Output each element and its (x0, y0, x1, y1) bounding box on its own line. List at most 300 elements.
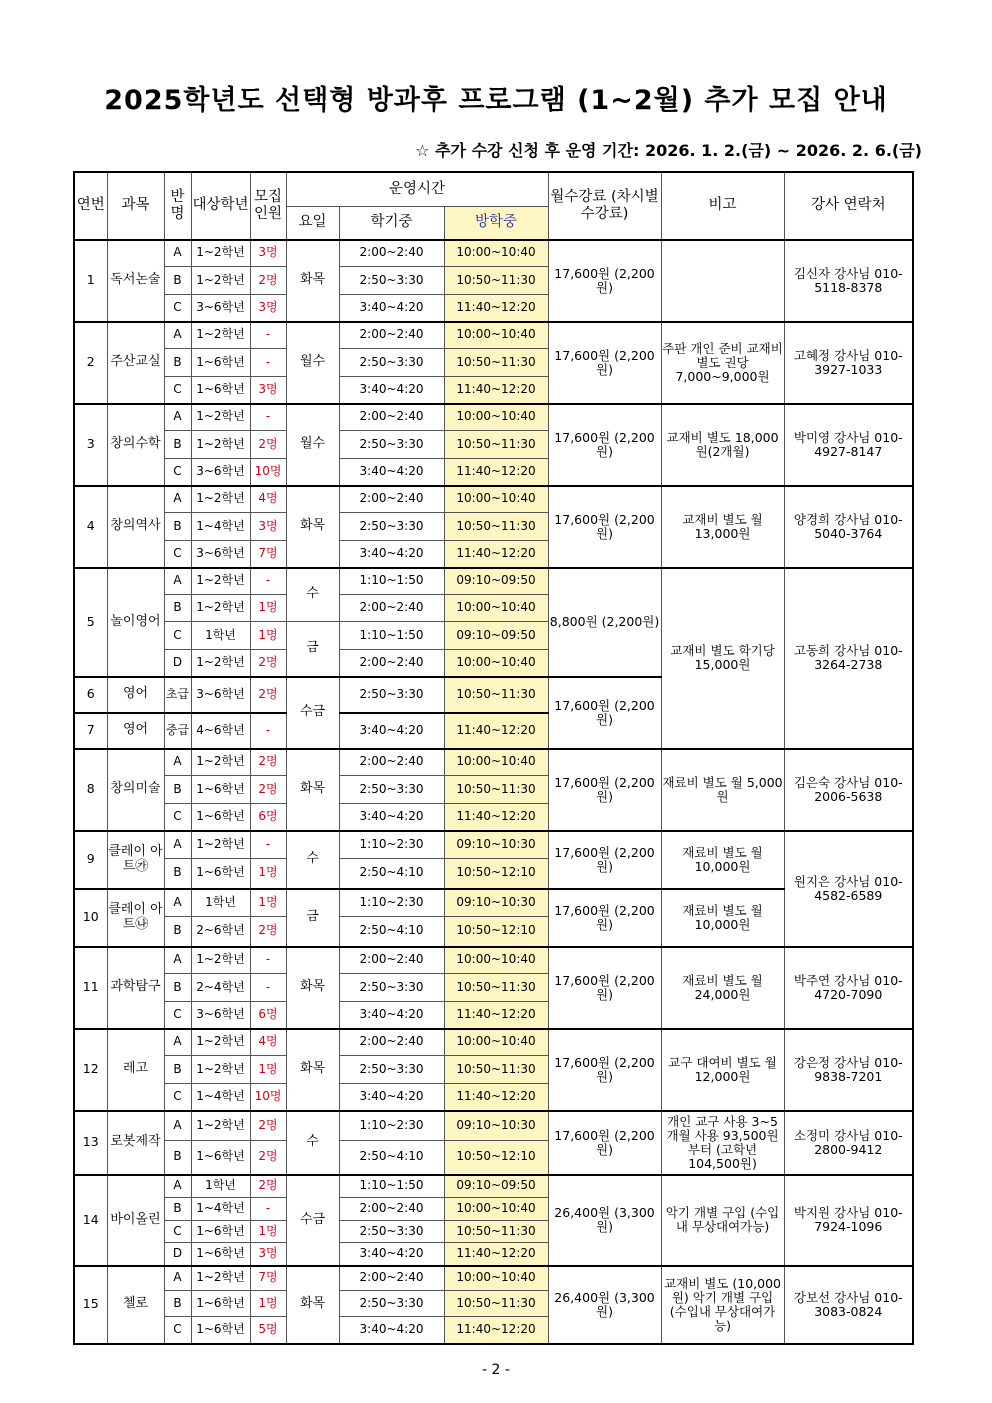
target-grade: 1~6학년 (191, 1221, 250, 1243)
recruit-count: 2명 (250, 1111, 286, 1141)
recruit-count: - (250, 713, 286, 749)
table-row (74, 1111, 913, 1141)
class-name: A (164, 947, 191, 974)
header-time: 운영시간 (286, 172, 548, 207)
target-grade: 1~2학년 (191, 650, 250, 677)
row-number: 12 (74, 1029, 107, 1111)
subject-name: 클레이 아트㉯ (107, 889, 164, 947)
semester-time: 3:40~4:20 (339, 1243, 444, 1266)
vacation-time: 10:00~10:40 (444, 486, 548, 513)
vacation-time: 09:10~10:30 (444, 831, 548, 859)
class-name: B (164, 1056, 191, 1084)
vacation-time: 11:40~12:20 (444, 1243, 548, 1266)
subject-name: 놀이영어 (107, 568, 164, 677)
class-name: C (164, 1221, 191, 1243)
row-number: 3 (74, 404, 107, 486)
subject-name: 창의역사 (107, 486, 164, 568)
page-number: - 2 - (482, 1362, 510, 1378)
target-grade: 1~2학년 (191, 240, 250, 267)
recruit-count: 3명 (250, 240, 286, 267)
semester-time: 2:00~2:40 (339, 749, 444, 776)
header-class: 반명 (164, 172, 191, 240)
vacation-time: 10:00~10:40 (444, 749, 548, 776)
semester-time: 3:40~4:20 (339, 1002, 444, 1029)
class-name: C (164, 377, 191, 404)
vacation-time: 10:50~11:30 (444, 776, 548, 804)
subject-name: 창의미술 (107, 749, 164, 831)
remark: 개인 교구 사용 3~5개월 사용 93,500원부터 (고학년 104,500원) (661, 1111, 784, 1175)
class-name: B (164, 776, 191, 804)
class-name: C (164, 1002, 191, 1029)
class-name: A (164, 568, 191, 595)
semester-time: 2:00~2:40 (339, 1029, 444, 1056)
recruit-count: 4명 (250, 1029, 286, 1056)
operating-day: 월수 (286, 322, 339, 404)
target-grade: 1~2학년 (191, 431, 250, 459)
target-grade: 3~6학년 (191, 295, 250, 322)
monthly-fee: 17,600원 (2,200원) (548, 240, 661, 322)
operating-day: 금 (286, 889, 339, 947)
recruit-count: 3명 (250, 513, 286, 541)
monthly-fee: 8,800원 (2,200원) (548, 568, 661, 677)
table-row (74, 1175, 913, 1198)
recruit-count: 1명 (250, 859, 286, 889)
header-teacher: 강사 연락처 (784, 172, 913, 240)
subject-name: 클레이 아트㉮ (107, 831, 164, 889)
recruit-count: 4명 (250, 486, 286, 513)
header-no: 연번 (74, 172, 107, 240)
semester-time: 2:50~3:30 (339, 776, 444, 804)
header-vacation: 방학중 (444, 207, 548, 240)
class-name: B (164, 513, 191, 541)
target-grade: 2~4학년 (191, 974, 250, 1002)
class-name: A (164, 889, 191, 917)
vacation-time: 10:50~11:30 (444, 513, 548, 541)
recruit-count: 2명 (250, 749, 286, 776)
monthly-fee: 17,600원 (2,200원) (548, 486, 661, 568)
operating-day: 화목 (286, 749, 339, 831)
recruit-count: 5명 (250, 1317, 286, 1344)
recruit-count: 1명 (250, 889, 286, 917)
class-name: B (164, 267, 191, 295)
target-grade: 1~6학년 (191, 859, 250, 889)
subject-name: 레고 (107, 1029, 164, 1111)
remark: 재료비 별도 월 10,000원 (661, 831, 784, 889)
recruit-count: 1명 (250, 595, 286, 622)
vacation-time: 11:40~12:20 (444, 1002, 548, 1029)
class-name: B (164, 431, 191, 459)
class-name: A (164, 240, 191, 267)
recruit-count: 3명 (250, 295, 286, 322)
row-number: 8 (74, 749, 107, 831)
vacation-time: 11:40~12:20 (444, 804, 548, 831)
target-grade: 1~2학년 (191, 322, 250, 349)
recruit-count: 10명 (250, 1084, 286, 1111)
subject-name: 창의수학 (107, 404, 164, 486)
recruit-count: 2명 (250, 776, 286, 804)
vacation-time: 10:50~11:30 (444, 1056, 548, 1084)
table-row (74, 831, 913, 859)
vacation-time: 11:40~12:20 (444, 1317, 548, 1344)
recruit-count: 2명 (250, 650, 286, 677)
table-row (74, 240, 913, 267)
recruit-count: - (250, 947, 286, 974)
operating-day: 수금 (286, 677, 339, 749)
table-row (74, 486, 913, 513)
teacher-contact: 원지은 강사님 010-4582-6589 (784, 831, 913, 947)
subject-name: 첼로 (107, 1266, 164, 1344)
vacation-time: 10:00~10:40 (444, 404, 548, 431)
monthly-fee: 26,400원 (3,300원) (548, 1175, 661, 1266)
vacation-time: 10:50~11:30 (444, 1221, 548, 1243)
semester-time: 3:40~4:20 (339, 804, 444, 831)
row-number: 4 (74, 486, 107, 568)
vacation-time: 10:50~11:30 (444, 974, 548, 1002)
monthly-fee: 17,600원 (2,200원) (548, 1029, 661, 1111)
class-name: B (164, 1291, 191, 1317)
semester-time: 3:40~4:20 (339, 377, 444, 404)
class-name: C (164, 1317, 191, 1344)
teacher-contact: 김은숙 강사님 010-2006-5638 (784, 749, 913, 831)
monthly-fee: 17,600원 (2,200원) (548, 677, 661, 749)
remark: 교재비 별도 월 13,000원 (661, 486, 784, 568)
teacher-contact: 김신자 강사님 010-5118-8378 (784, 240, 913, 322)
recruit-count: 3명 (250, 1243, 286, 1266)
vacation-time: 09:10~09:50 (444, 622, 548, 650)
class-name: B (164, 349, 191, 377)
semester-time: 2:00~2:40 (339, 595, 444, 622)
semester-time: 1:10~2:30 (339, 831, 444, 859)
vacation-time: 10:50~12:10 (444, 917, 548, 947)
row-number: 7 (74, 713, 107, 749)
table-row (74, 568, 913, 595)
remark (661, 240, 784, 322)
table-row (74, 749, 913, 776)
monthly-fee: 17,600원 (2,200원) (548, 749, 661, 831)
vacation-time: 10:50~11:30 (444, 349, 548, 377)
monthly-fee: 17,600원 (2,200원) (548, 1111, 661, 1175)
row-number: 1 (74, 240, 107, 322)
semester-time: 2:00~2:40 (339, 947, 444, 974)
class-name: A (164, 749, 191, 776)
class-name: B (164, 974, 191, 1002)
subject-name: 영어 (107, 713, 164, 749)
target-grade: 1~4학년 (191, 1198, 250, 1221)
target-grade: 3~6학년 (191, 541, 250, 568)
target-grade: 1~2학년 (191, 1266, 250, 1291)
row-number: 13 (74, 1111, 107, 1175)
semester-time: 2:50~3:30 (339, 267, 444, 295)
target-grade: 3~6학년 (191, 1002, 250, 1029)
semester-time: 3:40~4:20 (339, 713, 444, 749)
subject-name: 독서논술 (107, 240, 164, 322)
recruit-count: 1명 (250, 1221, 286, 1243)
vacation-time: 10:00~10:40 (444, 322, 548, 349)
target-grade: 1~6학년 (191, 377, 250, 404)
table-row (74, 404, 913, 431)
remark: 교구 대여비 별도 월 12,000원 (661, 1029, 784, 1111)
operating-period: ☆ 추가 수강 신청 후 운영 기간: 2026. 1. 2.(금) ~ 2026. 2. 6.(금) (415, 141, 922, 160)
vacation-time: 11:40~12:20 (444, 541, 548, 568)
monthly-fee: 17,600원 (2,200원) (548, 947, 661, 1029)
class-name: C (164, 459, 191, 486)
operating-day: 수 (286, 568, 339, 622)
vacation-time: 10:00~10:40 (444, 595, 548, 622)
operating-day: 금 (286, 622, 339, 677)
monthly-fee: 17,600원 (2,200원) (548, 889, 661, 947)
recruit-count: - (250, 831, 286, 859)
semester-time: 2:50~3:30 (339, 513, 444, 541)
vacation-time: 10:50~12:10 (444, 859, 548, 889)
vacation-time: 10:00~10:40 (444, 947, 548, 974)
vacation-time: 11:40~12:20 (444, 377, 548, 404)
semester-time: 2:50~3:30 (339, 431, 444, 459)
vacation-time: 10:50~11:30 (444, 677, 548, 713)
semester-time: 1:10~1:50 (339, 1175, 444, 1198)
vacation-time: 10:00~10:40 (444, 1029, 548, 1056)
semester-time: 2:00~2:40 (339, 240, 444, 267)
recruit-count: 1명 (250, 1291, 286, 1317)
vacation-time: 09:10~09:50 (444, 568, 548, 595)
remark: 재료비 별도 월 10,000원 (661, 889, 784, 947)
teacher-contact: 박지원 강사님 010-7924-1096 (784, 1175, 913, 1266)
class-name: A (164, 1029, 191, 1056)
recruit-count: - (250, 349, 286, 377)
recruit-count: 1명 (250, 622, 286, 650)
semester-time: 3:40~4:20 (339, 1317, 444, 1344)
recruit-count: 2명 (250, 917, 286, 947)
target-grade: 1~4학년 (191, 1084, 250, 1111)
recruit-count: 10명 (250, 459, 286, 486)
semester-time: 2:50~3:30 (339, 349, 444, 377)
target-grade: 1~2학년 (191, 267, 250, 295)
operating-day: 화목 (286, 1029, 339, 1111)
vacation-time: 10:00~10:40 (444, 1198, 548, 1221)
class-name: A (164, 322, 191, 349)
vacation-time: 11:40~12:20 (444, 1084, 548, 1111)
class-name: B (164, 1141, 191, 1175)
recruit-count: 2명 (250, 431, 286, 459)
recruit-count: 7명 (250, 1266, 286, 1291)
target-grade: 1~2학년 (191, 1056, 250, 1084)
semester-time: 2:50~4:10 (339, 917, 444, 947)
semester-time: 2:00~2:40 (339, 1198, 444, 1221)
class-name: A (164, 1266, 191, 1291)
semester-time: 1:10~1:50 (339, 568, 444, 595)
recruit-count: 2명 (250, 267, 286, 295)
vacation-time: 10:50~11:30 (444, 267, 548, 295)
target-grade: 1~6학년 (191, 349, 250, 377)
header-subject: 과목 (107, 172, 164, 240)
vacation-time: 10:50~11:30 (444, 431, 548, 459)
vacation-time: 09:10~10:30 (444, 1111, 548, 1141)
remark: 재료비 별도 월 24,000원 (661, 947, 784, 1029)
vacation-time: 09:10~10:30 (444, 889, 548, 917)
semester-time: 2:50~3:30 (339, 1221, 444, 1243)
class-name: C (164, 295, 191, 322)
target-grade: 1~2학년 (191, 1111, 250, 1141)
remark: 재료비 별도 월 5,000원 (661, 749, 784, 831)
class-name: D (164, 1243, 191, 1266)
remark: 교재비 별도 18,000원(2개월) (661, 404, 784, 486)
target-grade: 1~6학년 (191, 1243, 250, 1266)
table-body (74, 240, 913, 1344)
target-grade: 1~2학년 (191, 404, 250, 431)
monthly-fee: 17,600원 (2,200원) (548, 322, 661, 404)
target-grade: 1~2학년 (191, 1029, 250, 1056)
subject-name: 로봇제작 (107, 1111, 164, 1175)
recruit-count: 2명 (250, 1175, 286, 1198)
semester-time: 1:10~2:30 (339, 889, 444, 917)
header-grade: 대상학년 (191, 172, 250, 240)
semester-time: 2:50~3:30 (339, 1291, 444, 1317)
remark: 악기 개별 구입 (수입내 무상대여가능) (661, 1175, 784, 1266)
header-semester: 학기중 (339, 207, 444, 240)
table-row (74, 1029, 913, 1056)
header-recruit: 모집인원 (250, 172, 286, 240)
semester-time: 1:10~1:50 (339, 622, 444, 650)
semester-time: 2:00~2:40 (339, 322, 444, 349)
vacation-time: 09:10~09:50 (444, 1175, 548, 1198)
recruit-count: - (250, 404, 286, 431)
row-number: 6 (74, 677, 107, 713)
recruit-count: 2명 (250, 677, 286, 713)
vacation-time: 10:00~10:40 (444, 1266, 548, 1291)
teacher-contact: 박주연 강사님 010-4720-7090 (784, 947, 913, 1029)
vacation-time: 10:00~10:40 (444, 240, 548, 267)
program-table (73, 171, 914, 1345)
class-name: C (164, 622, 191, 650)
class-name: A (164, 1111, 191, 1141)
monthly-fee: 26,400원 (3,300원) (548, 1266, 661, 1344)
semester-time: 2:50~4:10 (339, 1141, 444, 1175)
operating-day: 수 (286, 831, 339, 889)
header-fee: 월수강료 (차시별 수강료) (548, 172, 661, 240)
recruit-count: - (250, 322, 286, 349)
table-row (74, 947, 913, 974)
class-name: A (164, 486, 191, 513)
target-grade: 1~2학년 (191, 568, 250, 595)
recruit-count: 7명 (250, 541, 286, 568)
remark: 교재비 별도 학기당 15,000원 (661, 568, 784, 749)
remark: 교재비 별도 (10,000원) 악기 개별 구입 (수입내 무상대여가능) (661, 1266, 784, 1344)
teacher-contact: 강보선 강사님 010-3083-0824 (784, 1266, 913, 1344)
row-number: 10 (74, 889, 107, 947)
target-grade: 1~2학년 (191, 486, 250, 513)
target-grade: 1~2학년 (191, 831, 250, 859)
class-name: 중급 (164, 713, 191, 749)
semester-time: 2:50~3:30 (339, 974, 444, 1002)
semester-time: 3:40~4:20 (339, 1084, 444, 1111)
teacher-contact: 소정미 강사님 010-2800-9412 (784, 1111, 913, 1175)
row-number: 5 (74, 568, 107, 677)
vacation-time: 11:40~12:20 (444, 459, 548, 486)
target-grade: 3~6학년 (191, 677, 250, 713)
class-name: A (164, 831, 191, 859)
teacher-contact: 강은정 강사님 010-9838-7201 (784, 1029, 913, 1111)
class-name: B (164, 1198, 191, 1221)
vacation-time: 10:50~11:30 (444, 1291, 548, 1317)
target-grade: 1학년 (191, 622, 250, 650)
semester-time: 2:00~2:40 (339, 1266, 444, 1291)
table-row (74, 322, 913, 349)
target-grade: 1학년 (191, 1175, 250, 1198)
row-number: 11 (74, 947, 107, 1029)
remark: 주판 개인 준비 교재비 별도 권당 7,000~9,000원 (661, 322, 784, 404)
class-name: C (164, 541, 191, 568)
semester-time: 1:10~2:30 (339, 1111, 444, 1141)
operating-day: 월수 (286, 404, 339, 486)
row-number: 2 (74, 322, 107, 404)
header-day: 요일 (286, 207, 339, 240)
operating-day: 수금 (286, 1175, 339, 1266)
table-row (74, 1266, 913, 1291)
subject-name: 영어 (107, 677, 164, 713)
vacation-time: 10:00~10:40 (444, 650, 548, 677)
recruit-count: - (250, 568, 286, 595)
semester-time: 3:40~4:20 (339, 541, 444, 568)
semester-time: 2:50~3:30 (339, 677, 444, 713)
teacher-contact: 고동희 강사님 010-3264-2738 (784, 568, 913, 749)
class-name: 초급 (164, 677, 191, 713)
target-grade: 1~6학년 (191, 1141, 250, 1175)
vacation-time: 11:40~12:20 (444, 713, 548, 749)
operating-day: 화목 (286, 240, 339, 322)
class-name: B (164, 859, 191, 889)
target-grade: 1~6학년 (191, 776, 250, 804)
recruit-count: - (250, 974, 286, 1002)
target-grade: 1~2학년 (191, 947, 250, 974)
target-grade: 1~2학년 (191, 749, 250, 776)
semester-time: 3:40~4:20 (339, 459, 444, 486)
recruit-count: 6명 (250, 1002, 286, 1029)
subject-name: 과학탐구 (107, 947, 164, 1029)
class-name: A (164, 1175, 191, 1198)
target-grade: 1학년 (191, 889, 250, 917)
teacher-contact: 양경희 강사님 010-5040-3764 (784, 486, 913, 568)
target-grade: 2~6학년 (191, 917, 250, 947)
class-name: B (164, 595, 191, 622)
operating-day: 화목 (286, 486, 339, 568)
recruit-count: - (250, 1198, 286, 1221)
header-remark: 비고 (661, 172, 784, 240)
semester-time: 3:40~4:20 (339, 295, 444, 322)
recruit-count: 3명 (250, 377, 286, 404)
subject-name: 바이올린 (107, 1175, 164, 1266)
teacher-contact: 박미영 강사님 010-4927-8147 (784, 404, 913, 486)
target-grade: 4~6학년 (191, 713, 250, 749)
target-grade: 1~6학년 (191, 1291, 250, 1317)
class-name: C (164, 804, 191, 831)
monthly-fee: 17,600원 (2,200원) (548, 831, 661, 889)
target-grade: 1~2학년 (191, 595, 250, 622)
class-name: B (164, 917, 191, 947)
target-grade: 1~6학년 (191, 1317, 250, 1344)
vacation-time: 11:40~12:20 (444, 295, 548, 322)
recruit-count: 1명 (250, 1056, 286, 1084)
recruit-count: 6명 (250, 804, 286, 831)
operating-day: 수 (286, 1111, 339, 1175)
recruit-count: 2명 (250, 1141, 286, 1175)
semester-time: 2:00~2:40 (339, 404, 444, 431)
row-number: 9 (74, 831, 107, 889)
target-grade: 3~6학년 (191, 459, 250, 486)
target-grade: 1~6학년 (191, 804, 250, 831)
row-number: 14 (74, 1175, 107, 1266)
class-name: C (164, 1084, 191, 1111)
monthly-fee: 17,600원 (2,200원) (548, 404, 661, 486)
semester-time: 2:00~2:40 (339, 486, 444, 513)
